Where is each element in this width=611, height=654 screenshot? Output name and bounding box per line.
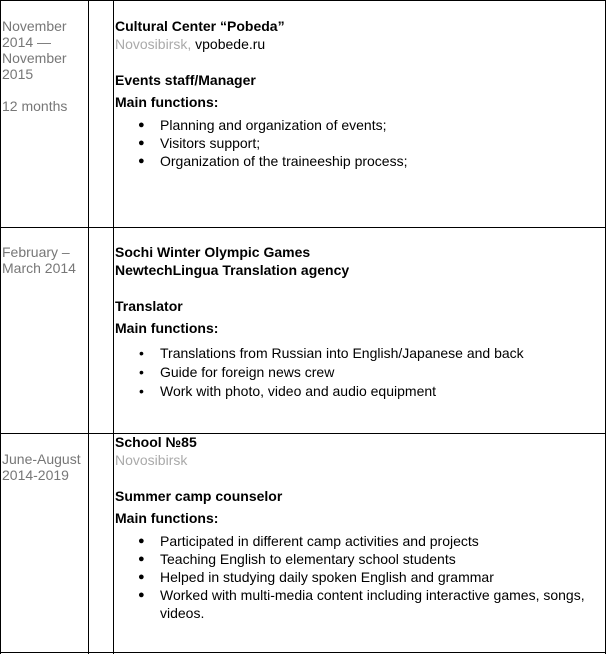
list-item: • Work with photo, video and audio equipment bbox=[160, 382, 600, 400]
website-link[interactable]: vpobede.ru bbox=[195, 36, 266, 52]
entry-period bbox=[2, 18, 86, 114]
city: Novosibirsk, bbox=[115, 36, 192, 52]
functions-heading: Main functions: bbox=[115, 320, 219, 336]
table-border-left bbox=[0, 0, 1, 654]
entry-period bbox=[2, 451, 86, 483]
list-item: ● Organization of the traineeship process; bbox=[160, 152, 600, 170]
column-divider bbox=[88, 0, 89, 654]
organization-name: School №85 bbox=[115, 434, 197, 450]
experience-entry bbox=[115, 243, 600, 400]
list-item: ● Participated in different camp activities and projects bbox=[160, 532, 600, 550]
functions-heading: Main functions: bbox=[115, 510, 219, 526]
list-item: ● Visitors support; bbox=[160, 134, 600, 152]
organization-name: Cultural Center “Pobeda” bbox=[115, 18, 285, 34]
functions-list bbox=[115, 116, 600, 170]
period-text: February – March 2014 bbox=[2, 244, 76, 276]
row-divider bbox=[0, 227, 606, 228]
experience-entry bbox=[115, 433, 600, 622]
list-item: • Guide for foreign news crew bbox=[160, 363, 600, 381]
duration-text: 12 months bbox=[2, 98, 68, 114]
period-text: June-August 2014-2019 bbox=[2, 451, 81, 483]
organization-name: Sochi Winter Olympic Games bbox=[115, 244, 311, 260]
city: Novosibirsk bbox=[115, 452, 188, 468]
entry-period bbox=[2, 244, 86, 276]
list-item: • Translations from Russian into English/Japanese and back bbox=[160, 344, 600, 362]
list-item: ● Worked with multi-media content including interactive games, songs, videos. bbox=[160, 586, 600, 622]
list-item: ● Teaching English to elementary school students bbox=[160, 550, 600, 568]
list-item: ● Helped in studying daily spoken English and grammar bbox=[160, 568, 600, 586]
functions-list bbox=[115, 532, 600, 622]
job-title: Translator bbox=[115, 298, 183, 314]
experience-entry bbox=[115, 17, 600, 170]
functions-list bbox=[115, 344, 600, 400]
job-title: Summer camp counselor bbox=[115, 488, 283, 504]
job-title: Events staff/Manager bbox=[115, 72, 256, 88]
location-line bbox=[115, 35, 600, 53]
period-text: November 2014 — November 2015 bbox=[2, 18, 67, 82]
organization-name: NewtechLingua Translation agency bbox=[115, 262, 350, 278]
column-divider bbox=[113, 0, 114, 654]
list-item: ● Planning and organization of events; bbox=[160, 116, 600, 134]
row-divider bbox=[0, 0, 606, 1]
row-divider bbox=[0, 652, 606, 653]
table-border-right bbox=[605, 0, 606, 654]
functions-heading: Main functions: bbox=[115, 94, 219, 110]
